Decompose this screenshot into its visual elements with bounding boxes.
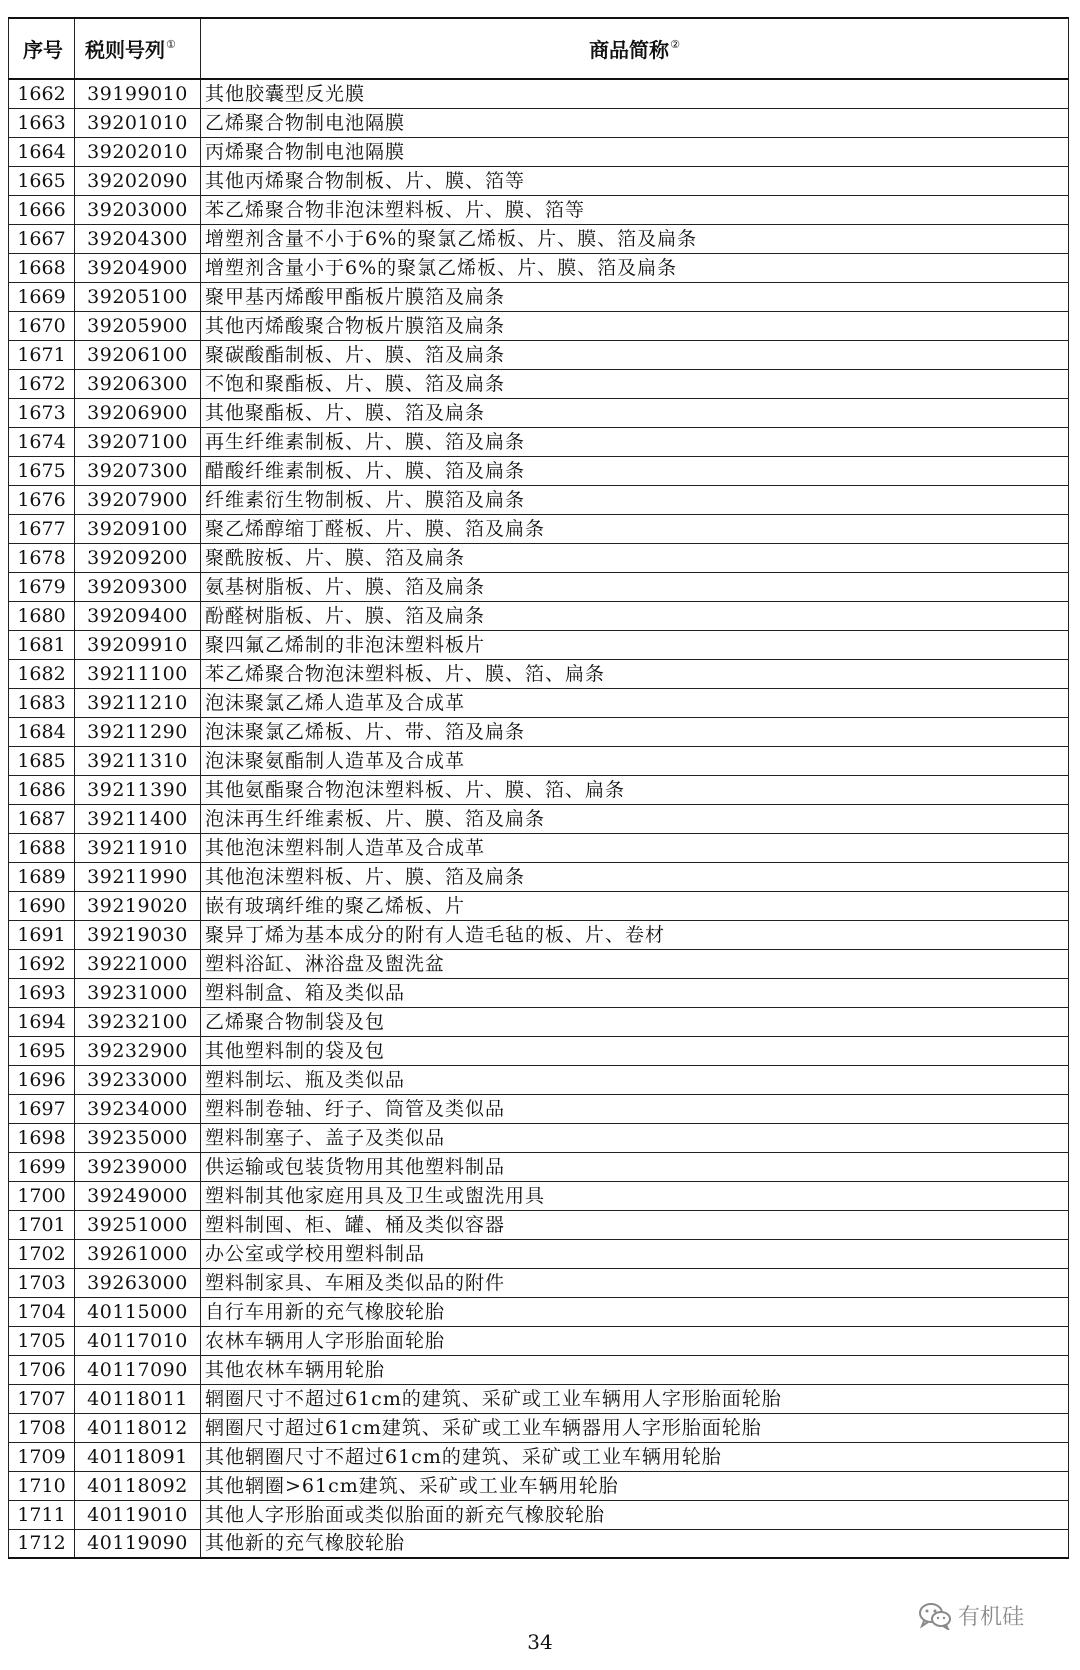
row-tariff-code: 39263000	[75, 1268, 201, 1297]
table-row	[9, 1181, 1069, 1210]
row-product-name: 其他泡沫塑料板、片、膜、箔及扁条	[201, 862, 1069, 891]
table-row	[9, 978, 1069, 1007]
row-tariff-code: 39211990	[75, 862, 201, 891]
table-row	[9, 601, 1069, 630]
row-tariff-code: 39209300	[75, 572, 201, 601]
row-product-name: 辋圈尺寸超过61cm建筑、采矿或工业车辆器用人字形胎面轮胎	[201, 1413, 1069, 1442]
table-row	[9, 688, 1069, 717]
row-tariff-code: 40118012	[75, 1413, 201, 1442]
row-product-name: 聚甲基丙烯酸甲酯板片膜箔及扁条	[201, 282, 1069, 311]
table-row	[9, 369, 1069, 398]
table-row	[9, 1326, 1069, 1355]
row-tariff-code: 39251000	[75, 1210, 201, 1239]
row-seq: 1699	[9, 1152, 75, 1181]
row-product-name: 乙烯聚合物制袋及包	[201, 1007, 1069, 1036]
row-tariff-code: 39206900	[75, 398, 201, 427]
row-seq: 1680	[9, 601, 75, 630]
watermark	[918, 1600, 1024, 1631]
row-seq: 1700	[9, 1181, 75, 1210]
table-row	[9, 1152, 1069, 1181]
row-product-name: 醋酸纤维素制板、片、膜、箔及扁条	[201, 456, 1069, 485]
table-row	[9, 253, 1069, 282]
table-row	[9, 1268, 1069, 1297]
row-seq: 1698	[9, 1123, 75, 1152]
row-product-name: 其他人字形胎面或类似胎面的新充气橡胶轮胎	[201, 1500, 1069, 1529]
row-seq: 1670	[9, 311, 75, 340]
row-tariff-code: 39211310	[75, 746, 201, 775]
row-tariff-code: 40115000	[75, 1297, 201, 1326]
row-seq: 1702	[9, 1239, 75, 1268]
table-row	[9, 1471, 1069, 1500]
table-row	[9, 166, 1069, 195]
row-product-name: 泡沫聚氯乙烯板、片、带、箔及扁条	[201, 717, 1069, 746]
row-product-name: 苯乙烯聚合物非泡沫塑料板、片、膜、箔等	[201, 195, 1069, 224]
table-row	[9, 282, 1069, 311]
table-row	[9, 1007, 1069, 1036]
row-tariff-code: 39204900	[75, 253, 201, 282]
row-product-name: 聚碳酸酯制板、片、膜、箔及扁条	[201, 340, 1069, 369]
row-tariff-code: 39209400	[75, 601, 201, 630]
row-tariff-code: 39211390	[75, 775, 201, 804]
table-row	[9, 1123, 1069, 1152]
row-product-name: 辋圈尺寸不超过61cm的建筑、采矿或工业车辆用人字形胎面轮胎	[201, 1384, 1069, 1413]
row-product-name: 其他辋圈>61cm建筑、采矿或工业车辆用轮胎	[201, 1471, 1069, 1500]
row-tariff-code: 39221000	[75, 949, 201, 978]
table-row	[9, 398, 1069, 427]
row-seq: 1711	[9, 1500, 75, 1529]
row-product-name: 嵌有玻璃纤维的聚乙烯板、片	[201, 891, 1069, 920]
row-product-name: 其他辋圈尺寸不超过61cm的建筑、采矿或工业车辆用轮胎	[201, 1442, 1069, 1471]
table-header-row	[9, 18, 1069, 79]
row-tariff-code: 40117010	[75, 1326, 201, 1355]
table-row	[9, 340, 1069, 369]
row-tariff-code: 39205900	[75, 311, 201, 340]
table-row	[9, 775, 1069, 804]
row-seq: 1707	[9, 1384, 75, 1413]
row-tariff-code: 39206300	[75, 369, 201, 398]
table-row	[9, 1036, 1069, 1065]
row-seq: 1704	[9, 1297, 75, 1326]
row-product-name: 其他新的充气橡胶轮胎	[201, 1529, 1069, 1558]
table-row	[9, 572, 1069, 601]
row-seq: 1681	[9, 630, 75, 659]
header-code-label: 税则号列	[85, 38, 165, 62]
row-product-name: 苯乙烯聚合物泡沫塑料板、片、膜、箔、扁条	[201, 659, 1069, 688]
row-product-name: 塑料制卷轴、纡子、筒管及类似品	[201, 1094, 1069, 1123]
watermark-text: 有机硅	[958, 1605, 1025, 1630]
row-tariff-code: 39233000	[75, 1065, 201, 1094]
row-product-name: 酚醛树脂板、片、膜、箔及扁条	[201, 601, 1069, 630]
row-product-name: 其他塑料制的袋及包	[201, 1036, 1069, 1065]
row-seq: 1673	[9, 398, 75, 427]
row-seq: 1682	[9, 659, 75, 688]
row-seq: 1709	[9, 1442, 75, 1471]
row-tariff-code: 39232900	[75, 1036, 201, 1065]
row-seq: 1692	[9, 949, 75, 978]
row-tariff-code: 40118011	[75, 1384, 201, 1413]
row-product-name: 聚异丁烯为基本成分的附有人造毛毡的板、片、卷材	[201, 920, 1069, 949]
row-tariff-code: 39219020	[75, 891, 201, 920]
table-row	[9, 804, 1069, 833]
row-tariff-code: 39203000	[75, 195, 201, 224]
row-tariff-code: 39199010	[75, 79, 201, 108]
row-product-name: 办公室或学校用塑料制品	[201, 1239, 1069, 1268]
row-product-name: 其他氨酯聚合物泡沫塑料板、片、膜、箔、扁条	[201, 775, 1069, 804]
table-row	[9, 1384, 1069, 1413]
row-seq: 1662	[9, 79, 75, 108]
table-row	[9, 920, 1069, 949]
row-seq: 1667	[9, 224, 75, 253]
row-seq: 1665	[9, 166, 75, 195]
row-seq: 1687	[9, 804, 75, 833]
row-tariff-code: 39202010	[75, 137, 201, 166]
header-code	[75, 18, 201, 79]
row-tariff-code: 39261000	[75, 1239, 201, 1268]
row-product-name: 塑料制塞子、盖子及类似品	[201, 1123, 1069, 1152]
row-seq: 1712	[9, 1529, 75, 1558]
row-tariff-code: 39207100	[75, 427, 201, 456]
header-name-footnote: ②	[670, 38, 680, 51]
row-tariff-code: 40118092	[75, 1471, 201, 1500]
row-tariff-code: 40119010	[75, 1500, 201, 1529]
row-product-name: 泡沫再生纤维素板、片、膜、箔及扁条	[201, 804, 1069, 833]
table-row	[9, 862, 1069, 891]
row-seq: 1672	[9, 369, 75, 398]
table-row	[9, 514, 1069, 543]
row-seq: 1685	[9, 746, 75, 775]
row-product-name: 其他胶囊型反光膜	[201, 79, 1069, 108]
table-row	[9, 1500, 1069, 1529]
row-tariff-code: 39234000	[75, 1094, 201, 1123]
row-seq: 1669	[9, 282, 75, 311]
header-name	[201, 18, 1069, 79]
table-row	[9, 833, 1069, 862]
table-row	[9, 1529, 1069, 1558]
row-tariff-code: 39201010	[75, 108, 201, 137]
row-tariff-code: 39209200	[75, 543, 201, 572]
row-seq: 1664	[9, 137, 75, 166]
row-product-name: 不饱和聚酯板、片、膜、箔及扁条	[201, 369, 1069, 398]
row-product-name: 泡沫聚氨酯制人造革及合成革	[201, 746, 1069, 775]
row-product-name: 塑料制其他家庭用具及卫生或盥洗用具	[201, 1181, 1069, 1210]
table-row	[9, 1355, 1069, 1384]
row-seq: 1674	[9, 427, 75, 456]
row-tariff-code: 39209910	[75, 630, 201, 659]
row-tariff-code: 39206100	[75, 340, 201, 369]
row-tariff-code: 39235000	[75, 1123, 201, 1152]
row-seq: 1688	[9, 833, 75, 862]
table-row	[9, 79, 1069, 108]
row-tariff-code: 39231000	[75, 978, 201, 1007]
row-seq: 1678	[9, 543, 75, 572]
row-product-name: 塑料制囤、柜、罐、桶及类似容器	[201, 1210, 1069, 1239]
table-row	[9, 1239, 1069, 1268]
table-body	[9, 79, 1069, 1558]
row-seq: 1683	[9, 688, 75, 717]
page-number: 34	[527, 1630, 553, 1654]
table-row	[9, 1297, 1069, 1326]
row-seq: 1701	[9, 1210, 75, 1239]
row-product-name: 聚乙烯醇缩丁醛板、片、膜、箔及扁条	[201, 514, 1069, 543]
row-tariff-code: 39204300	[75, 224, 201, 253]
row-product-name: 其他聚酯板、片、膜、箔及扁条	[201, 398, 1069, 427]
table-row	[9, 746, 1069, 775]
table-row	[9, 108, 1069, 137]
row-product-name: 其他泡沫塑料制人造革及合成革	[201, 833, 1069, 862]
row-tariff-code: 39209100	[75, 514, 201, 543]
row-tariff-code: 39219030	[75, 920, 201, 949]
table-row	[9, 659, 1069, 688]
row-product-name: 塑料制盒、箱及类似品	[201, 978, 1069, 1007]
row-product-name: 塑料制坛、瓶及类似品	[201, 1065, 1069, 1094]
row-seq: 1708	[9, 1413, 75, 1442]
row-product-name: 供运输或包装货物用其他塑料制品	[201, 1152, 1069, 1181]
row-seq: 1684	[9, 717, 75, 746]
row-tariff-code: 39211210	[75, 688, 201, 717]
table-row	[9, 1210, 1069, 1239]
table-row	[9, 1442, 1069, 1471]
row-seq: 1690	[9, 891, 75, 920]
row-product-name: 其他丙烯酸聚合物板片膜箔及扁条	[201, 311, 1069, 340]
row-product-name: 其他农林车辆用轮胎	[201, 1355, 1069, 1384]
row-tariff-code: 39211100	[75, 659, 201, 688]
row-seq: 1663	[9, 108, 75, 137]
row-tariff-code: 39232100	[75, 1007, 201, 1036]
row-seq: 1695	[9, 1036, 75, 1065]
row-seq: 1689	[9, 862, 75, 891]
row-seq: 1671	[9, 340, 75, 369]
row-product-name: 乙烯聚合物制电池隔膜	[201, 108, 1069, 137]
header-seq-label: 序号	[23, 38, 63, 62]
row-seq: 1696	[9, 1065, 75, 1094]
row-seq: 1676	[9, 485, 75, 514]
row-product-name: 农林车辆用人字形胎面轮胎	[201, 1326, 1069, 1355]
row-product-name: 氨基树脂板、片、膜、箔及扁条	[201, 572, 1069, 601]
table-row	[9, 485, 1069, 514]
header-code-footnote: ①	[166, 38, 176, 51]
table-row	[9, 543, 1069, 572]
header-seq	[9, 18, 75, 79]
row-product-name: 聚酰胺板、片、膜、箔及扁条	[201, 543, 1069, 572]
row-seq: 1705	[9, 1326, 75, 1355]
table-row	[9, 1413, 1069, 1442]
row-product-name: 塑料制家具、车厢及类似品的附件	[201, 1268, 1069, 1297]
table-row	[9, 311, 1069, 340]
row-product-name: 泡沫聚氯乙烯人造革及合成革	[201, 688, 1069, 717]
row-seq: 1686	[9, 775, 75, 804]
row-seq: 1694	[9, 1007, 75, 1036]
row-tariff-code: 39239000	[75, 1152, 201, 1181]
table-row	[9, 630, 1069, 659]
row-tariff-code: 40119090	[75, 1529, 201, 1558]
tariff-table	[8, 17, 1069, 1559]
row-seq: 1666	[9, 195, 75, 224]
row-seq: 1668	[9, 253, 75, 282]
row-tariff-code: 39249000	[75, 1181, 201, 1210]
row-product-name: 丙烯聚合物制电池隔膜	[201, 137, 1069, 166]
row-tariff-code: 39205100	[75, 282, 201, 311]
row-product-name: 纤维素衍生物制板、片、膜箔及扁条	[201, 485, 1069, 514]
row-tariff-code: 39207900	[75, 485, 201, 514]
row-product-name: 再生纤维素制板、片、膜、箔及扁条	[201, 427, 1069, 456]
header-name-label: 商品简称	[589, 38, 670, 62]
row-tariff-code: 39211400	[75, 804, 201, 833]
table-row	[9, 195, 1069, 224]
row-product-name: 其他丙烯聚合物制板、片、膜、箔等	[201, 166, 1069, 195]
row-tariff-code: 39211290	[75, 717, 201, 746]
wechat-icon	[918, 1602, 952, 1630]
row-seq: 1691	[9, 920, 75, 949]
row-seq: 1710	[9, 1471, 75, 1500]
table-row	[9, 949, 1069, 978]
row-seq: 1677	[9, 514, 75, 543]
table-row	[9, 891, 1069, 920]
row-seq: 1679	[9, 572, 75, 601]
table-row	[9, 224, 1069, 253]
table-row	[9, 456, 1069, 485]
row-seq: 1675	[9, 456, 75, 485]
row-tariff-code: 40117090	[75, 1355, 201, 1384]
row-product-name: 塑料浴缸、淋浴盘及盥洗盆	[201, 949, 1069, 978]
row-product-name: 自行车用新的充气橡胶轮胎	[201, 1297, 1069, 1326]
row-product-name: 增塑剂含量小于6%的聚氯乙烯板、片、膜、箔及扁条	[201, 253, 1069, 282]
table-row	[9, 137, 1069, 166]
row-tariff-code: 39211910	[75, 833, 201, 862]
table-row	[9, 717, 1069, 746]
row-product-name: 聚四氟乙烯制的非泡沫塑料板片	[201, 630, 1069, 659]
row-tariff-code: 40118091	[75, 1442, 201, 1471]
row-tariff-code: 39202090	[75, 166, 201, 195]
row-seq: 1697	[9, 1094, 75, 1123]
table-row	[9, 1094, 1069, 1123]
row-product-name: 增塑剂含量不小于6%的聚氯乙烯板、片、膜、箔及扁条	[201, 224, 1069, 253]
row-tariff-code: 39207300	[75, 456, 201, 485]
row-seq: 1703	[9, 1268, 75, 1297]
table-row	[9, 427, 1069, 456]
row-seq: 1706	[9, 1355, 75, 1384]
table-row	[9, 1065, 1069, 1094]
row-seq: 1693	[9, 978, 75, 1007]
